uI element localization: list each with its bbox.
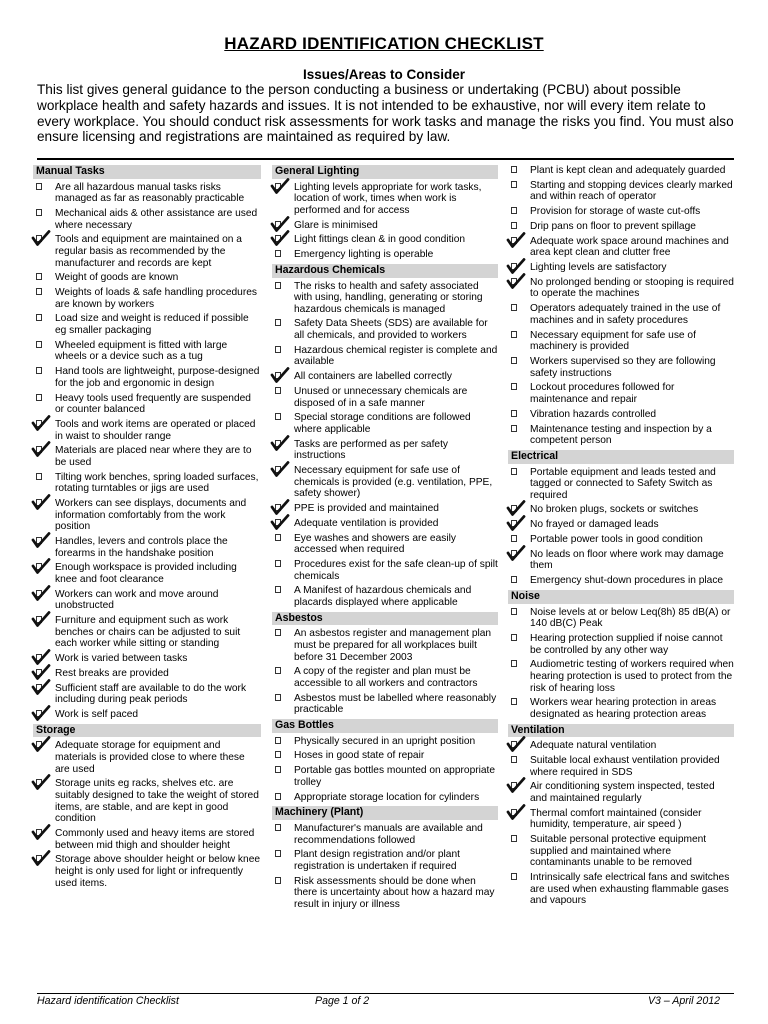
checklist-item-text: Adequate storage for equipment and materials is provided close to where these are used [55,740,245,775]
checklist-item-text: Storage above shoulder height or below knee height is only used for light or infrequently used items. [55,854,261,889]
checkbox[interactable] [36,314,42,321]
section-heading: Electrical [508,450,734,464]
checkmark-icon [31,230,51,246]
checklist-item [272,386,498,409]
checklist-item-text: Plant is kept clean and adequately guarded [530,165,726,176]
checklist-item-text: No prolonged bending or stooping is required to operate the machines [530,276,734,300]
checklist-item [508,633,734,656]
checkbox[interactable] [511,425,517,432]
checklist-item-text: Workers can work and move around unobstructed [55,588,219,612]
checklist-item [33,709,261,721]
checkmark-icon [270,435,290,451]
checklist-item-text: No leads on floor where work may damage them [530,548,724,572]
checklist-item-text: Furniture and equipment such as work benches or chairs can be adjusted to suit each worker while sitting or standing [55,615,241,650]
checkbox[interactable] [275,319,281,326]
checklist-item-text: Sufficient staff are available to do the work including during peak periods [55,682,247,706]
checklist-item [272,371,498,383]
checklist-item [272,318,498,341]
checkbox[interactable] [275,560,281,567]
checkmark-icon [31,585,51,601]
checklist-item [272,765,498,788]
checklist-item [508,467,734,502]
checklist-item [33,287,261,310]
checklist-item [272,823,498,846]
checklist-item-text: Provision for storage of waste cut-offs [530,206,701,218]
checkmark-icon [506,804,526,820]
checklist-item [33,589,261,612]
checklist-item [272,585,498,608]
checkmark-icon [31,415,51,431]
checkmark-icon [31,494,51,510]
checkbox[interactable] [275,346,281,353]
checklist-item-text: Hoses in good state of repair [294,750,425,762]
page-subtitle: Issues/Areas to Consider [302,67,466,82]
checklist-item-text: Load size and weight is reduced if possible eg smaller packaging [55,313,249,337]
checklist-item-text: Lighting levels appropriate for work tasks, location of work, times when work is performed and for access [294,181,482,216]
checklist-item [272,559,498,582]
checkbox[interactable] [275,387,281,394]
checkmark-icon [31,532,51,548]
checkmark-icon [506,545,526,561]
checkmark-icon [506,777,526,793]
checklist-item-text: The risks to health and safety associated with using, handling, generating or storing hazardous chemicals is managed [294,280,483,315]
checkmark-icon [506,500,526,516]
checklist-item-text: Storage units eg racks, shelves etc. are suitably designed to take the weight of stored items, are stable, and are kept in good condition [55,778,259,825]
checklist-item-text: No broken plugs, sockets or switches [530,504,699,516]
header-divider [37,158,734,160]
checklist-item [508,409,734,421]
checklist-item [272,249,498,261]
checklist-item-text: Emergency lighting is operable [294,249,434,261]
checklist-item-text: An asbestos register and management plan must be prepared for all workplaces built before 31 December 2003 [294,628,492,663]
checklist-item-text: Necessary equipment for safe use of machinery is provided [530,329,696,353]
checklist-item-text: Starting and stopping devices clearly marked and within reach of operator [530,179,733,203]
checklist-item-text: Lighting levels are satisfactory [530,262,667,274]
checklist-item-text: Necessary equipment for safe use of chemicals is provided (e.g. ventilation, PPE, safety shower) [294,465,493,500]
checklist-item [33,208,261,231]
checklist-item-text: Lockout procedures followed for maintenance and repair [530,382,675,405]
checklist-item-text: No frayed or damaged leads [530,519,659,531]
checklist-item [272,533,498,556]
checkbox[interactable] [275,667,281,674]
checkbox[interactable] [36,288,42,295]
checklist-item [272,736,498,748]
checklist-item [33,272,261,284]
checklist-item [272,750,498,762]
checklist-item-text: Adequate natural ventilation [530,740,657,752]
checklist-item [508,206,734,218]
checklist-item [508,755,734,778]
checklist-item [508,262,734,274]
checklist-item [508,356,734,379]
checklist-item-text: Materials are placed near where they are to be used [55,445,252,468]
checkmark-icon [270,216,290,232]
checkmark-icon [506,273,526,289]
checkbox[interactable] [275,282,281,289]
checklist-item [272,876,498,911]
checklist-item [33,340,261,363]
checkbox[interactable] [275,793,281,800]
checkmark-icon [31,611,51,627]
checklist-item [508,277,734,300]
checkbox[interactable] [511,222,517,229]
checkbox[interactable] [36,367,42,374]
checklist-item-text: Thermal comfort maintained (consider humidity, temperature, air speed ) [530,807,702,831]
checkbox[interactable] [275,737,281,744]
checklist-item [33,740,261,775]
checklist-item-text: Wheeled equipment is fitted with large wheels or a device such as a tug [55,339,228,363]
checklist-item-text: Operators adequately trained in the use of machines and in safety procedures [530,303,721,326]
checklist-item [508,534,734,546]
page-footer [37,993,734,1008]
checklist-item-text: All containers are labelled correctly [294,371,452,383]
checklist-item [272,849,498,872]
checkbox[interactable] [511,756,517,763]
checkmark-icon [506,232,526,248]
checklist-item [508,834,734,869]
checkmark-icon [506,515,526,531]
checklist-item [272,281,498,316]
checklist-item [33,313,261,336]
checkmark-icon [506,736,526,752]
checklist-item [272,666,498,689]
checklist-item [508,659,734,694]
checklist-item-text: Tools and equipment are maintained on a regular basis as recommended by the manufacturer and records are kept [55,234,242,269]
checklist-item-text: Safety Data Sheets (SDS) are available for all chemicals, and provided to workers [294,318,488,342]
checkmark-icon [31,649,51,665]
checkmark-icon [31,774,51,790]
checklist-item [272,503,498,515]
checklist-item [508,697,734,720]
checkbox[interactable] [36,209,42,216]
checkbox[interactable] [275,850,281,857]
checkbox[interactable] [36,183,42,190]
checklist-item-text: Special storage conditions are followed where applicable [294,412,471,435]
checklist-item [508,382,734,405]
checkbox[interactable] [511,166,517,173]
checklist-item [508,165,734,177]
checklist-item-text: Procedures exist for the safe clean-up of spilt chemicals [294,559,498,582]
checklist-item-text: Adequate work space around machines and area kept clean and clutter free [530,235,729,259]
checklist-item-text: Audiometric testing of workers required when hearing protection is used to protect from the risk of hearing loss [530,659,734,694]
footer-page-number: Page 1 of 2 [315,995,370,1007]
checkmark-icon [506,258,526,274]
checklist-item [272,234,498,246]
checklist-item-text: Rest breaks are provided [55,667,169,679]
checkbox[interactable] [511,608,517,615]
checkbox[interactable] [511,181,517,188]
checkmark-icon [31,824,51,840]
checkmark-icon [31,736,51,752]
checklist-item-text: Heavy tools used frequently are suspended or counter balanced [55,392,251,416]
checklist-item-text: Drip pans on floor to prevent spillage [530,220,696,232]
checkmark-icon [31,441,51,457]
checklist-item-text: Unused or unnecessary chemicals are disposed of in a safe manner [294,386,468,409]
checkbox[interactable] [511,207,517,214]
checklist-item [272,439,498,462]
checklist-column-3 [508,165,734,910]
checklist-item-text: Physically secured in an upright position [294,735,476,747]
checklist-item-text: Suitable local exhaust ventilation provided where required in SDS [530,755,720,778]
checklist-item-text: Weight of goods are known [55,272,179,284]
checklist-item-text: Asbestos must be labelled where reasonably practicable [294,692,497,716]
checklist-item [33,182,261,205]
checkbox[interactable] [275,751,281,758]
checklist-column-2 [272,165,498,914]
checkbox[interactable] [275,250,281,257]
checklist-item [33,683,261,706]
checklist-item-text: Commonly used and heavy items are stored between mid thigh and shoulder height [55,828,255,851]
checkbox[interactable] [36,473,42,480]
checklist-item [272,518,498,530]
page-title: HAZARD IDENTIFICATION CHECKLIST [224,34,544,53]
checklist-item [508,519,734,531]
checkmark-icon [270,230,290,246]
checklist-item [33,536,261,559]
checklist-item-text: PPE is provided and maintained [294,503,439,515]
checkbox[interactable] [511,331,517,338]
checklist-item-text: A Manifest of hazardous chemicals and placards displayed where applicable [294,585,472,608]
checkbox[interactable] [275,629,281,636]
checklist-item-text: Glare is minimised [294,219,378,231]
checklist-item [272,693,498,716]
checklist-item-text: Suitable personal protective equipment supplied and maintained where contaminants unable to be removed [530,834,707,869]
checkbox[interactable] [511,304,517,311]
section-heading: Storage [33,724,261,738]
checkmark-icon [31,664,51,680]
checklist-item-text: Eye washes and showers are easily accessed when required [294,532,456,556]
checklist-item-text: Adequate ventilation is provided [294,517,439,529]
checklist-item [33,472,261,495]
footer-version: V3 – April 2012 [647,995,720,1007]
checkmark-icon [270,499,290,515]
checkbox[interactable] [275,586,281,593]
checklist-item [272,465,498,500]
checkmark-icon [270,178,290,194]
checklist-item-text: Risk assessments should be done when there is uncertainty about how a hazard may result in injury or illness [294,875,495,910]
checkbox[interactable] [275,534,281,541]
checklist-item-text: Tilting work benches, spring loaded surfaces, rotating turntables or jigs are used [55,471,259,495]
checkmark-icon [31,705,51,721]
checklist-item-text: Are all hazardous manual tasks risks managed as far as reasonably practicable [55,181,245,205]
checkbox[interactable] [511,357,517,364]
checkmark-icon [31,679,51,695]
checkbox[interactable] [275,824,281,831]
checkmark-icon [31,850,51,866]
checklist-item-text: Hearing protection supplied if noise cannot be controlled by any other way [530,632,723,656]
checklist-item-text: Workers supervised so they are following safety instructions [530,356,716,379]
checklist-item-text: A copy of the register and plan must be accessible to all workers and contractors [294,666,478,689]
checklist-item-text: Weights of loads & safe handling procedures are known by workers [55,287,257,310]
checklist-item [33,445,261,468]
checklist-item [508,808,734,831]
checklist-item-text: Workers wear hearing protection in areas designated as hearing protection areas [530,697,717,720]
checkbox[interactable] [511,535,517,542]
checklist-item-text: Handles, levers and controls place the forearms in the handshake position [55,536,228,559]
checkbox[interactable] [275,766,281,773]
checkbox[interactable] [275,694,281,701]
checklist-item-text: Plant design registration and/or plant registration is undertaken if required [294,849,460,872]
checkmark-icon [31,558,51,574]
section-heading: Gas Bottles [272,719,498,733]
checklist-item-text: Hazardous chemical register is complete and available [294,344,498,368]
section-heading: General Lighting [272,165,498,179]
checkmark-icon [270,367,290,383]
checkbox[interactable] [511,383,517,390]
intro-paragraph: This list gives general guidance to the person conducting a business or undertaking (PCBU) about possible workplace health and safety hazards and issues. It is not intended to be exhaustive, nor will every item relate to every workplace. You should conduct risk assessments for work tasks and manage the risks you find. You must also ensure licensing and registrations are maintained as required by law. [37,82,734,145]
checkbox[interactable] [36,273,42,280]
checkbox[interactable] [511,468,517,475]
checklist-item-text: Vibration hazards controlled [530,408,657,420]
section-heading: Machinery (Plant) [272,806,498,820]
checkmark-icon [270,514,290,530]
checklist-column-1 [33,165,261,892]
checkbox[interactable] [36,394,42,401]
section-heading: Asbestos [272,612,498,626]
checklist-item [33,498,261,533]
checkbox[interactable] [511,698,517,705]
checklist-item [508,180,734,203]
checkbox[interactable] [275,413,281,420]
checklist-item [272,412,498,435]
checkbox[interactable] [511,634,517,641]
checklist-item [33,419,261,442]
checkbox[interactable] [511,835,517,842]
checklist-item-text: Maintenance testing and inspection by a competent person [530,423,712,447]
checklist-item-text: Workers can see displays, documents and information comfortably from the work position [55,498,247,533]
checklist-item [508,781,734,804]
checklist-item-text: Enough workspace is provided including knee and foot clearance [55,562,237,586]
checklist-item [33,778,261,824]
checklist-item [508,575,734,587]
checklist-item [508,740,734,752]
checklist-item [33,562,261,585]
checklist-item [272,182,498,217]
checklist-item [508,221,734,233]
checklist-item [33,615,261,650]
checklist-item-text: Light fittings clean & in good condition [294,234,466,246]
checklist-item-text: Tools and work items are operated or placed in waist to shoulder range [55,418,256,442]
checkbox[interactable] [511,660,517,667]
checklist-item [272,628,498,663]
checklist-item [33,234,261,269]
checklist-item [272,792,498,804]
checklist-item-text: Work is self paced [55,709,139,721]
checkbox[interactable] [511,576,517,583]
checklist-item-text: Manufacturer's manuals are available and recommendations followed [294,823,483,846]
checklist-item [33,828,261,851]
checklist-item-text: Portable gas bottles mounted on appropriate trolley [294,765,496,788]
section-heading: Hazardous Chemicals [272,264,498,278]
section-heading: Ventilation [508,724,734,738]
checklist-item [508,424,734,447]
checkbox[interactable] [511,410,517,417]
checkbox[interactable] [511,873,517,880]
checklist-item [508,607,734,630]
checklist-item [508,236,734,259]
checklist-item [33,393,261,416]
checklist-item-text: Air conditioning system inspected, tested and maintained regularly [530,781,715,804]
checklist-item-text: Tasks are performed as per safety instructions [294,438,449,462]
checkbox[interactable] [275,877,281,884]
checklist-item-text: Mechanical aids & other assistance are used where necessary [55,207,258,231]
checklist-item-text: Hand tools are lightweight, purpose-designed for the job and ergonomic in design [55,366,260,389]
checklist-item [508,504,734,516]
checklist-item [33,653,261,665]
checklist-item [33,366,261,389]
checklist-item [272,345,498,368]
section-heading: Noise [508,590,734,604]
checklist-item [508,549,734,572]
checklist-item-text: Appropriate storage location for cylinders [294,791,480,803]
checklist-item [272,220,498,232]
checklist-item [508,330,734,353]
checklist-item-text: Noise levels at or below Leq(8h) 85 dB(A) or 140 dB(C) Peak [530,606,731,630]
footer-document-name: Hazard identification Checklist [37,995,179,1007]
checklist-item-text: Intrinsically safe electrical fans and switches are used when exhausting flammable gases and vapours [530,872,730,907]
checklist-item [508,872,734,907]
checklist-item-text: Emergency shut-down procedures in place [530,575,724,587]
checklist-item [508,303,734,326]
checkmark-icon [270,461,290,477]
checkbox[interactable] [36,341,42,348]
section-heading: Manual Tasks [33,165,261,179]
checklist-item-text: Work is varied between tasks [55,653,188,665]
checklist-item [33,668,261,680]
checklist-item [33,854,261,889]
checklist-item-text: Portable power tools in good condition [530,534,703,546]
checklist-item-text: Portable equipment and leads tested and tagged or connected to Safety Switch as required [530,466,716,501]
